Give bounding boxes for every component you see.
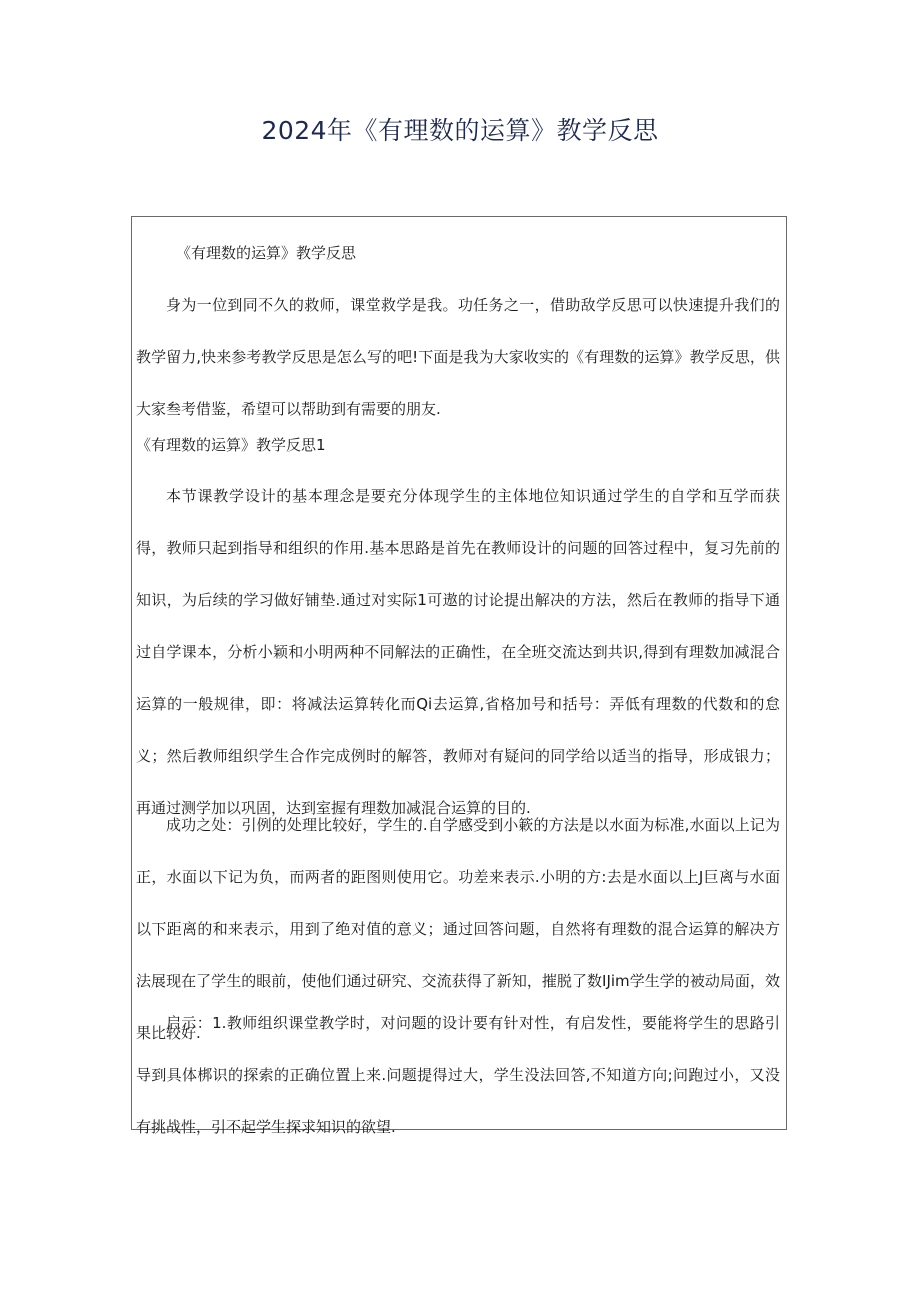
document-title: 2024年《有理数的运算》教学反思 [261, 116, 659, 145]
body-paragraph-3: 启示：1.教师组织课堂教学时，对问题的设计要有针对性，有启发性，要能将学生的思路引导到具体梆识的探索的正确位置上来.问题提得过大，学生没法回答,不知道方向;问跑过小，又没有挑战性，引不起学生探求知识的欲望. [136, 1014, 780, 1136]
content-heading: 《有理数的运算》教学反思 [176, 244, 357, 262]
intro-paragraph: 身为一位到同不久的救师，课堂救学是我。功任务之一，借助敌学反思可以快速提升我们的教学留力,快来参考教学反思是怎么写的吧!下面是我为大家收实的《有理数的运算》教学反思，供大家叁考借鉴，希望可以帮助到有需要的朋友. [136, 296, 780, 418]
content-box [131, 216, 787, 1136]
section-title: 《有理数的运算》教学反思1 [136, 436, 326, 454]
body-paragraph-1: 本节课教学设计的基本理念是要充分体现学生的主体地位知识通过学生的自学和互学而获得，教师只起到指导和组织的作用.基本思路是首先在教师设计的问题的回答过程中，复习先前的知识，为后续的学习做好铺垫.通过对实际1可遨的讨论提出解决的方法，然后在教师的指导下通过自学课本，分析小颖和小明两种不同解法的正确性，在全班交流达到共识,得到有理数加减混合运算的一般规律，即：将减法运算转化而Qi去运算,省格加号和括号：弄低有理数的代数和的怠义；然后教师组织学生合作完成例时的解答，教师对有疑问的同学给以适当的指导，形成银力；再通过测学加以巩固，达到室握有理数加减混合运算的目的. [136, 487, 780, 817]
body-paragraph-2: 成功之处：引例的处理比较好，学生的.自学感受到小簌的方法是以水面为标准,水面以上记为正，水面以下记为负，而两者的距图则使用它。功差来表示.小明的方:去是水面以上J巨离与水面以下距离的和来表示，用到了绝对值的意义；通过回答问题，自然将有理数的混合运算的解决方法展现在了学生的眼前，使他们通过研究、交流获得了新知，摧脱了数IJim学生学的被动局面，效果比较好. [136, 816, 780, 1042]
